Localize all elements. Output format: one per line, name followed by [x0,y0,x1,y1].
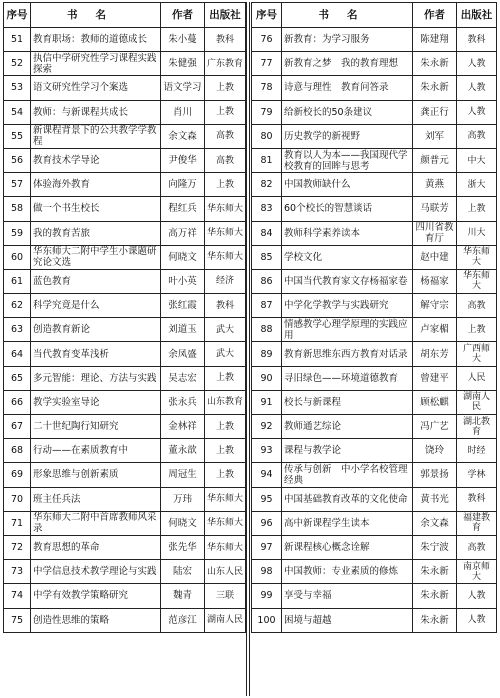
header-author: 作者 [161,3,205,28]
book-title: 教师科学素养读本 [282,221,413,245]
book-publisher: 上教 [205,100,246,124]
book-title: 华东师大二附中首席教师风采录 [31,511,161,535]
book-title: 新课程背景下的公共教学学教程 [31,124,161,148]
book-title: 中学化学教学与实践研究 [282,294,413,318]
book-row [4,124,246,148]
book-publisher: 华东师大 [457,269,497,293]
book-row [252,439,497,463]
book-number: 51 [4,28,31,52]
book-author: 赵中建 [413,245,457,269]
book-title: 体验海外教育 [31,173,161,197]
book-title: 课程与教学论 [282,439,413,463]
book-title: 学校文化 [282,245,413,269]
book-publisher: 教科 [205,28,246,52]
book-publisher: 上教 [205,415,246,439]
book-publisher: 上教 [457,318,497,342]
header-row [4,3,246,28]
book-number: 67 [4,415,31,439]
header-publisher: 出版社 [205,3,246,28]
book-title: 中国教师：专业素质的修炼 [282,560,413,584]
book-author: 叶小英 [161,269,205,293]
book-row [252,52,497,76]
book-number: 82 [252,173,282,197]
book-publisher: 高教 [457,294,497,318]
book-publisher: 人教 [457,100,497,124]
book-number: 54 [4,100,31,124]
book-number: 61 [4,269,31,293]
book-title: 当代教育变革浅析 [31,342,161,366]
book-row [252,608,497,632]
book-title: 传承与创新 中小学名校管理经典 [282,463,413,487]
book-publisher: 上教 [205,463,246,487]
book-publisher: 人教 [457,584,497,608]
book-row [252,269,497,293]
header-title: 书名 [31,3,161,28]
book-number: 53 [4,76,31,100]
book-title: 寻旧绿色——环境道德教育 [282,366,413,390]
book-number: 85 [252,245,282,269]
book-number: 74 [4,584,31,608]
book-publisher: 广东教育 [205,52,246,76]
book-author: 郭景扬 [413,463,457,487]
book-author: 张永兵 [161,390,205,414]
book-table-right [251,2,497,633]
book-author: 黄燕 [413,173,457,197]
book-row [4,415,246,439]
book-publisher: 湖北教育 [457,415,497,439]
book-title: 中国当代教育家文存杨福家卷 [282,269,413,293]
book-title: 新教育之梦 我的教育理想 [282,52,413,76]
book-publisher: 高教 [205,124,246,148]
book-author: 范彦江 [161,608,205,632]
book-title: 中国基础教育改革的文化使命 [282,487,413,511]
book-author: 朱永新 [413,560,457,584]
book-number: 86 [252,269,282,293]
book-title: 创造教育新论 [31,318,161,342]
book-row [4,535,246,559]
book-author: 朱小蔓 [161,28,205,52]
book-number: 62 [4,294,31,318]
book-number: 99 [252,584,282,608]
book-row [4,487,246,511]
book-row [252,511,497,535]
book-author: 陆宏 [161,560,205,584]
book-row [4,608,246,632]
book-number: 84 [252,221,282,245]
book-row [4,584,246,608]
book-author: 刘道玉 [161,318,205,342]
book-author: 冯广艺 [413,415,457,439]
book-title: 给新校长的50条建议 [282,100,413,124]
book-number: 70 [4,487,31,511]
book-title: 新教育：为学习服务 [282,28,413,52]
book-author: 马联芳 [413,197,457,221]
book-author: 程红兵 [161,197,205,221]
book-number: 98 [252,560,282,584]
book-number: 77 [252,52,282,76]
column-divider [246,2,250,696]
book-author: 魏青 [161,584,205,608]
book-title: 蓝色教育 [31,269,161,293]
book-author: 朱永新 [413,76,457,100]
book-number: 87 [252,294,282,318]
book-row [252,487,497,511]
book-author: 卢家楣 [413,318,457,342]
book-title: 行动——在素质教育中 [31,439,161,463]
book-publisher: 福建教育 [457,511,497,535]
book-publisher: 南京师大 [457,560,497,584]
book-row [252,318,497,342]
book-number: 92 [252,415,282,439]
book-publisher: 教科 [457,28,497,52]
book-number: 76 [252,28,282,52]
book-number: 88 [252,318,282,342]
book-row [4,148,246,172]
book-title: 科学究竟是什么 [31,294,161,318]
book-publisher: 经济 [205,269,246,293]
book-publisher: 华东师大 [205,197,246,221]
book-title: 60个校长的智慧谈话 [282,197,413,221]
book-publisher: 中大 [457,148,497,172]
book-author: 解守宗 [413,294,457,318]
book-title: 教育以人为本——我国现代学校教育的回眸与思考 [282,148,413,172]
book-publisher: 教科 [205,294,246,318]
book-row [252,148,497,172]
book-number: 93 [252,439,282,463]
book-title: 诗意与理性 教育问答录 [282,76,413,100]
header-num: 序号 [4,3,31,28]
book-row [4,390,246,414]
book-number: 91 [252,390,282,414]
book-title: 教育思想的革命 [31,535,161,559]
book-publisher: 学林 [457,463,497,487]
book-rows-left [4,28,246,633]
book-number: 94 [252,463,282,487]
book-row [252,28,497,52]
book-author: 杨福家 [413,269,457,293]
book-title: 教师通艺综论 [282,415,413,439]
book-number: 52 [4,52,31,76]
book-title: 二十世纪陶行知研究 [31,415,161,439]
book-number: 89 [252,342,282,366]
book-author: 周冠生 [161,463,205,487]
book-publisher: 高教 [457,535,497,559]
header-num: 序号 [252,3,282,28]
book-author: 肖川 [161,100,205,124]
book-author: 黄书光 [413,487,457,511]
book-publisher: 人教 [457,608,497,632]
book-author: 余凤盛 [161,342,205,366]
book-row [4,511,246,535]
book-number: 72 [4,535,31,559]
book-title: 享受与幸福 [282,584,413,608]
book-row [252,535,497,559]
book-publisher: 武大 [205,318,246,342]
book-number: 68 [4,439,31,463]
book-row [252,294,497,318]
book-author: 龚正行 [413,100,457,124]
book-title: 我的教育苦旅 [31,221,161,245]
book-author: 朱永新 [413,584,457,608]
book-author: 朱永新 [413,52,457,76]
book-number: 83 [252,197,282,221]
book-number: 57 [4,173,31,197]
book-number: 55 [4,124,31,148]
book-row [4,245,246,269]
book-publisher: 浙大 [457,173,497,197]
book-author: 何晓文 [161,511,205,535]
book-author: 曾建平 [413,366,457,390]
book-title: 教育新思维东西方教育对话录 [282,342,413,366]
book-number: 100 [252,608,282,632]
book-author: 刘军 [413,124,457,148]
book-publisher: 川大 [457,221,497,245]
book-author: 高万祥 [161,221,205,245]
book-rows-right [252,28,497,633]
book-author: 余文森 [413,511,457,535]
book-row [4,269,246,293]
book-row [252,245,497,269]
book-publisher: 湖南人民 [205,608,246,632]
book-author: 四川省教育厅 [413,221,457,245]
book-publisher: 华东师大 [205,245,246,269]
book-row [4,197,246,221]
book-row [4,366,246,390]
header-publisher: 出版社 [457,3,497,28]
book-table-left [3,2,246,633]
book-publisher: 时经 [457,439,497,463]
book-author: 饶玲 [413,439,457,463]
book-number: 81 [252,148,282,172]
header-author: 作者 [413,3,457,28]
book-publisher: 湖南人民 [457,390,497,414]
book-number: 63 [4,318,31,342]
book-row [4,318,246,342]
book-title: 中国教师缺什么 [282,173,413,197]
book-row [4,173,246,197]
book-author: 尹俊华 [161,148,205,172]
book-title: 教师：与新课程共成长 [31,100,161,124]
book-row [4,439,246,463]
book-number: 60 [4,245,31,269]
book-author: 朱宁波 [413,535,457,559]
book-title: 教学实验室导论 [31,390,161,414]
book-number: 79 [252,100,282,124]
book-number: 64 [4,342,31,366]
book-title: 做一个书生校长 [31,197,161,221]
book-row [252,560,497,584]
book-row [252,76,497,100]
book-publisher: 人教 [457,76,497,100]
book-row [4,463,246,487]
book-author: 董永歆 [161,439,205,463]
book-row [4,342,246,366]
book-number: 80 [252,124,282,148]
book-title: 教育职场：教师的道德成长 [31,28,161,52]
book-number: 59 [4,221,31,245]
book-title: 班主任兵法 [31,487,161,511]
book-publisher: 上教 [205,439,246,463]
book-row [252,197,497,221]
book-row [4,560,246,584]
book-number: 69 [4,463,31,487]
book-title: 中学有效教学策略研究 [31,584,161,608]
book-title: 多元智能：理论、方法与实践 [31,366,161,390]
book-number: 75 [4,608,31,632]
book-row [252,342,497,366]
book-row [4,52,246,76]
book-row [4,100,246,124]
book-title: 情感教学心理学原理的实践应用 [282,318,413,342]
book-publisher: 教科 [457,487,497,511]
book-title: 语文研究性学习个案选 [31,76,161,100]
book-publisher: 武大 [205,342,246,366]
book-author: 胡东芳 [413,342,457,366]
book-row [4,76,246,100]
book-row [252,415,497,439]
book-title: 困境与超越 [282,608,413,632]
book-number: 73 [4,560,31,584]
book-title: 执信中学研究性学习课程实践探索 [31,52,161,76]
book-publisher: 上教 [205,76,246,100]
book-publisher: 华东师大 [457,245,497,269]
book-publisher: 上教 [457,197,497,221]
book-publisher: 华东师大 [205,221,246,245]
book-author: 向隆万 [161,173,205,197]
book-row [252,124,497,148]
book-author: 顾松麒 [413,390,457,414]
book-number: 71 [4,511,31,535]
book-author: 金林祥 [161,415,205,439]
book-number: 65 [4,366,31,390]
book-row [252,584,497,608]
book-publisher: 山东教育 [205,390,246,414]
book-row [252,100,497,124]
book-row [252,366,497,390]
book-row [252,390,497,414]
book-publisher: 三联 [205,584,246,608]
book-publisher: 华东师大 [205,511,246,535]
book-number: 96 [252,511,282,535]
book-author: 万玮 [161,487,205,511]
book-publisher: 华东师大 [205,487,246,511]
book-publisher: 华东师大 [205,535,246,559]
book-author: 朱健强 [161,52,205,76]
book-row [4,221,246,245]
book-title: 形象思维与创新素质 [31,463,161,487]
book-publisher: 广西师大 [457,342,497,366]
book-publisher: 上教 [205,366,246,390]
book-row [4,294,246,318]
book-author: 张红霞 [161,294,205,318]
book-title: 创造性思维的策略 [31,608,161,632]
header-row [252,3,497,28]
book-number: 95 [252,487,282,511]
book-number: 97 [252,535,282,559]
book-publisher: 人教 [457,52,497,76]
book-author: 吴志宏 [161,366,205,390]
book-author: 颜普元 [413,148,457,172]
book-row [252,221,497,245]
book-publisher: 人民 [457,366,497,390]
book-title: 历史教学的新视野 [282,124,413,148]
book-author: 何晓文 [161,245,205,269]
book-author: 语文学习 [161,76,205,100]
book-author: 朱永新 [413,608,457,632]
book-publisher: 山东人民 [205,560,246,584]
book-author: 张先华 [161,535,205,559]
book-title: 校长与新课程 [282,390,413,414]
book-title: 中学信息技术教学理论与实践 [31,560,161,584]
book-author: 余文森 [161,124,205,148]
book-title: 华东师大二附中学生小课题研究论文选 [31,245,161,269]
book-row [252,173,497,197]
book-number: 78 [252,76,282,100]
book-publisher: 高教 [457,124,497,148]
book-author: 陈建翔 [413,28,457,52]
header-title: 书名 [282,3,413,28]
book-title: 新课程核心概念诠解 [282,535,413,559]
book-number: 56 [4,148,31,172]
book-publisher: 高教 [205,148,246,172]
book-number: 90 [252,366,282,390]
book-title: 高中新课程学生读本 [282,511,413,535]
book-row [252,463,497,487]
book-title: 教育技术学导论 [31,148,161,172]
book-number: 66 [4,390,31,414]
book-publisher: 上教 [205,173,246,197]
book-number: 58 [4,197,31,221]
book-row [4,28,246,52]
